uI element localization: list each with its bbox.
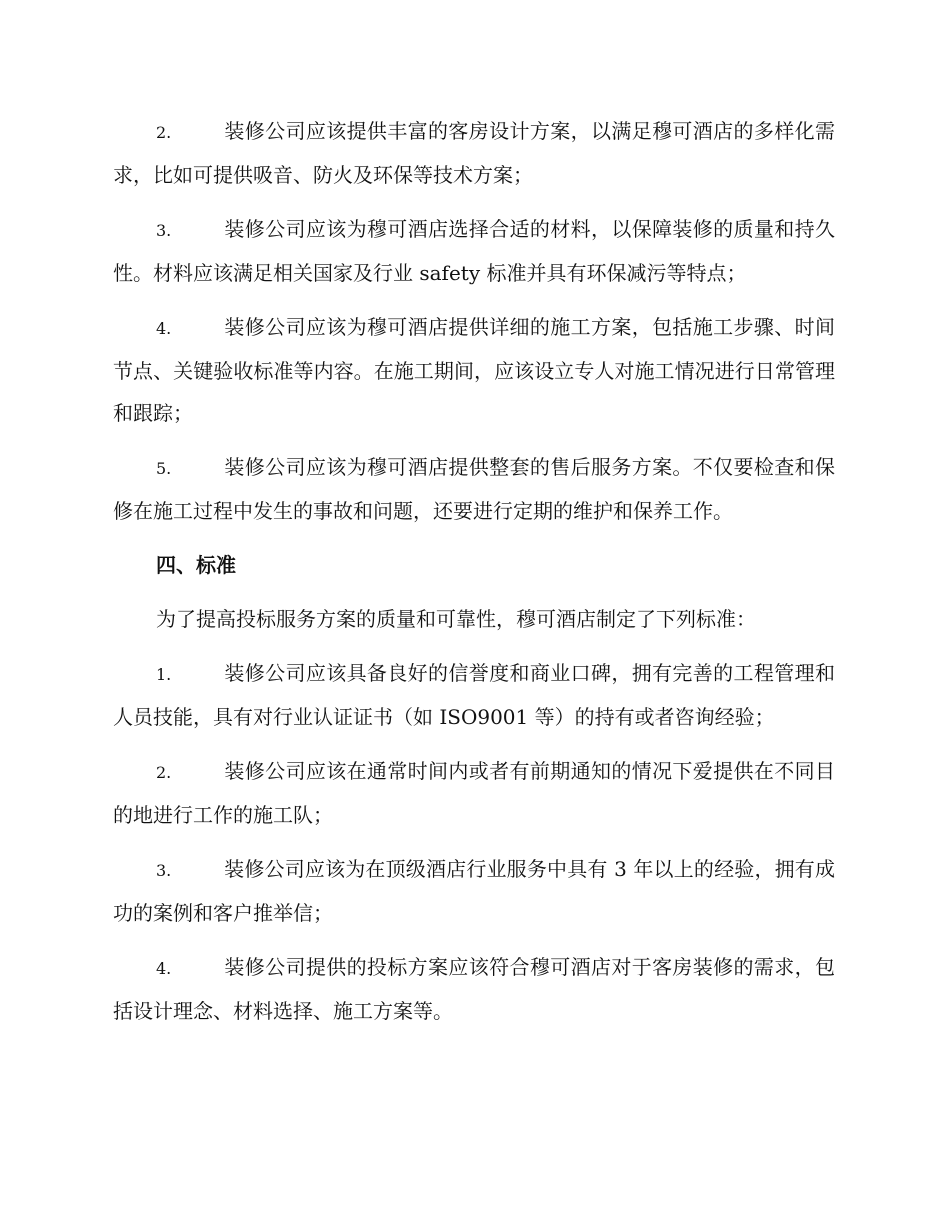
section-intro: 为了提高投标服务方案的质量和可靠性，穆可酒店制定了下列标准： xyxy=(156,607,756,631)
list-number: 4. xyxy=(156,319,172,338)
list-text: 装修公司应该为穆可酒店选择合适的材料，以保障装修的质量和持久性。材料应该满足相关国家及行业 safety 标准并具有环保减污等特点； xyxy=(113,217,835,285)
list-item xyxy=(113,750,835,836)
list-text: 装修公司提供的投标方案应该符合穆可酒店对于客房装修的需求，包括设计理念、材料选择、施工方案等。 xyxy=(113,955,835,1023)
list-text: 装修公司应该提供丰富的客房设计方案，以满足穆可酒店的多样化需求，比如可提供吸音、防火及环保等技术方案； xyxy=(113,119,835,187)
list-item xyxy=(113,848,835,934)
list-number: 2. xyxy=(156,763,172,782)
list-item xyxy=(113,946,835,1032)
section-heading: 四、标准 xyxy=(156,553,236,577)
list-text: 装修公司应该具备良好的信誉度和商业口碑，拥有完善的工程管理和人员技能，具有对行业认证证书（如 ISO9001 等）的持有或者咨询经验； xyxy=(113,661,835,729)
list-text: 装修公司应该为在顶级酒店行业服务中具有 3 年以上的经验，拥有成功的案例和客户推举信； xyxy=(113,857,835,925)
list-item xyxy=(113,446,835,532)
list-item xyxy=(113,306,835,434)
list-number: 4. xyxy=(156,959,172,978)
document-body xyxy=(113,110,835,1044)
list-number: 3. xyxy=(156,861,172,880)
list-item xyxy=(113,110,835,196)
list-number: 2. xyxy=(156,123,172,142)
list-number: 1. xyxy=(156,665,172,684)
list-number: 5. xyxy=(156,459,172,478)
list-text: 装修公司应该为穆可酒店提供整套的售后服务方案。不仅要检查和保修在施工过程中发生的事故和问题，还要进行定期的维护和保养工作。 xyxy=(113,455,835,523)
list-text: 装修公司应该为穆可酒店提供详细的施工方案，包括施工步骤、时间节点、关键验收标准等内容。在施工期间，应该设立专人对施工情况进行日常管理和跟踪； xyxy=(113,315,835,425)
list-text: 装修公司应该在通常时间内或者有前期通知的情况下爱提供在不同目的地进行工作的施工队； xyxy=(113,759,835,827)
list-number: 3. xyxy=(156,221,172,240)
list-item xyxy=(113,208,835,294)
list-item xyxy=(113,652,835,738)
